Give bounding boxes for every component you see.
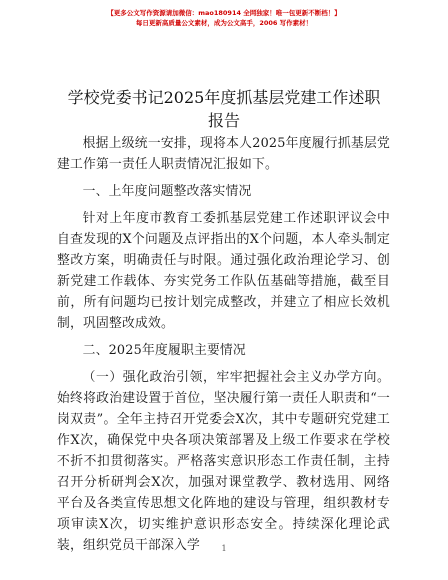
document-title: 学校党委书记2025年度抓基层党建工作述职报告	[67, 88, 381, 130]
section-1-paragraph: 针对上年度市教育工委抓基层党建工作述职评议会中自查发现的X个问题及点评指出的X个问题，本人牵头制定整改方案，明确责任与时限。通过强化政治理论学习、创新党建工作载体、夯实党务工作队伍基础等措施，截至目前，所有问题均已按计划完成整改，并建立了相应长效机制，巩固整改成效。	[57, 211, 390, 331]
promo-banner	[0, 8, 448, 28]
intro-paragraph: 根据上级统一安排，现将本人2025年度履行抓基层党建工作第一责任人职责情况汇报如下。	[57, 136, 390, 172]
page-number: 1	[221, 544, 227, 553]
document-body	[57, 133, 390, 556]
promo-banner-line-2: 每日更新高质量公文素材，成为公文高手，2006 写作素材！	[135, 19, 313, 27]
section-heading-1: 一、上年度问题整改落实情况	[82, 184, 252, 199]
section-heading-2: 二、2025年度履职主要情况	[82, 343, 246, 358]
promo-banner-line-1: 【更多公文写作资源请加微信：mao180914 全网独家！唯一包更新不断档！】	[107, 9, 341, 17]
section-2-paragraph: （一）强化政治引领，牢牢把握社会主义办学方向。始终将政治建设置于首位，坚决履行第一责任人职责和“一岗双责”。全年主持召开党委会X次，其中专题研究党建工作X次，确保党中央各项决策部署及上级工作要求在学校不折不扣贯彻落实。严格落实意识形态工作责任制，主持召开分析研判会X次，加强对课堂教学、教材选用、网络平台及各类宣传思想文化阵地的建设与管理，组织教材专项审读X次，切实维护意识形态安全。持续深化理论武装，组织党员干部深入学	[57, 370, 390, 553]
